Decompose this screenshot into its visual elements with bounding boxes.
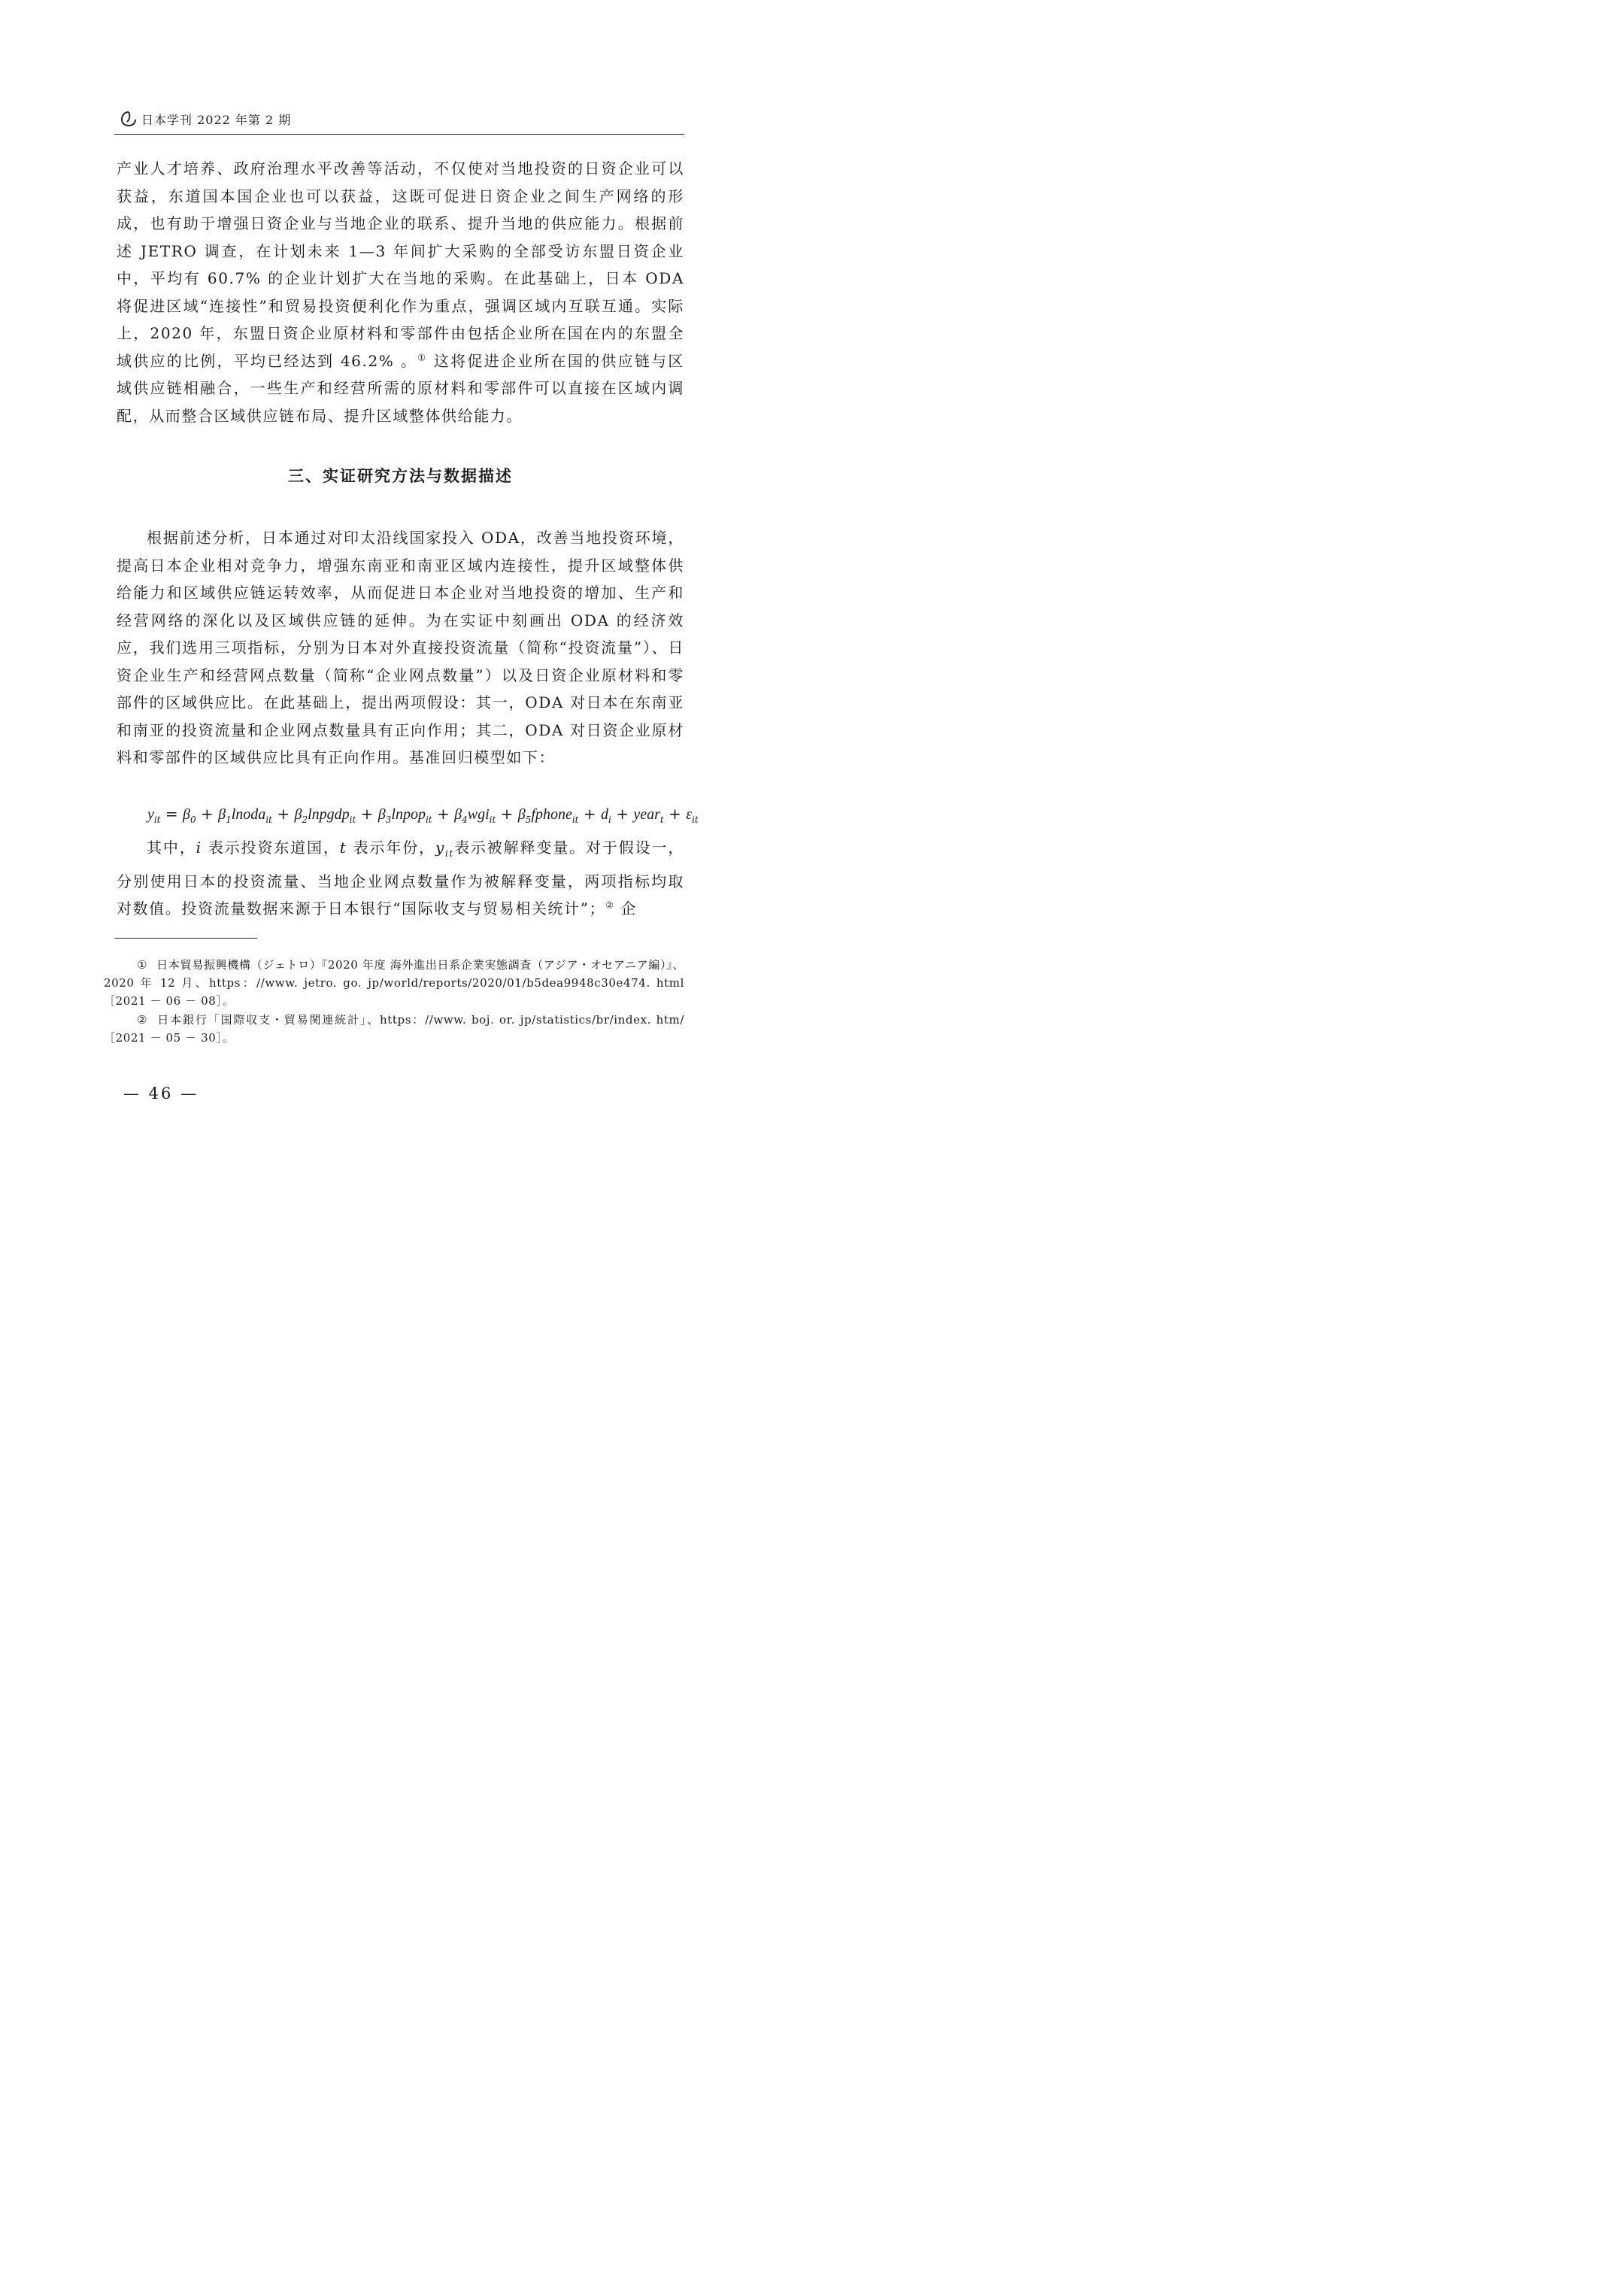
p1-text: 产业人才培养、政府治理水平改善等活动，不仅使对当地投资的日资企业可以获益，东道国本国企业也可以获益，这既可促进日资企业之间生产网络的形成，也有助于增强日资企业与当地企业的联系、提升当地的供应能力。根据前述 JETRO 调查，在计划未来 1—3 年间扩大采购的全部受访东盟日资企业中，平均有 60.7% 的企业计划扩大在当地的采购。在此基础上，日本 ODA 将促进区域“连接性”和贸易投资便利化作为重点，强调区域内互联互通。实际上，2020 年，东盟日资企业原材料和零部件由包括企业所在国在内的东盟全域供应的比例，平均已经达到 46.2% 。 — [117, 159, 684, 370]
journal-title: 日本学刊 2022 年第 2 期 — [141, 112, 292, 127]
formula-plus: + — [201, 805, 219, 823]
formula-b4-sub: 4 — [462, 814, 468, 825]
formula-plus: + — [583, 805, 601, 823]
p3-var-y-sub: it — [444, 848, 454, 859]
footnote-ref-2[interactable]: ② — [605, 899, 615, 911]
footnote-text: 日本銀行「国際収支・貿易関連統計」、https：//www. boj. or. jp/statistics/br/index. htm/［2021 － 05 － 30］。 — [104, 1013, 684, 1045]
formula-fphone: fphone — [531, 806, 572, 823]
formula-lnpop: lnpop — [391, 806, 426, 823]
formula-b1: β — [218, 806, 226, 823]
formula-lnpgdp: lnpgdp — [308, 806, 350, 823]
formula-plus: + — [277, 805, 295, 823]
formula-epsilon-sub: it — [692, 814, 699, 825]
p3-part: 表示年份， — [347, 839, 436, 857]
page-number: — 46 — — [123, 1084, 199, 1103]
formula-eq: = — [165, 805, 183, 823]
formula-b3: β — [377, 806, 386, 823]
formula-b5-sub: 5 — [525, 814, 532, 825]
regression-formula — [147, 805, 699, 825]
formula-plus: + — [360, 805, 378, 823]
formula-epsilon: ε — [686, 806, 693, 823]
formula-wgi: wgi — [467, 806, 490, 823]
footnote-number: ② — [137, 1013, 149, 1027]
footnote-divider — [114, 938, 257, 939]
formula-b4: β — [454, 806, 462, 823]
p3-part: 表示投资东道国， — [202, 839, 340, 857]
formula-lnpop-sub: it — [425, 814, 432, 825]
header-divider — [114, 134, 684, 135]
p3-var-t: t — [339, 839, 347, 857]
formula-plus: + — [437, 805, 455, 823]
formula-year: year — [633, 806, 660, 823]
body-paragraph-1 — [117, 155, 684, 429]
formula-d-sub: i — [608, 814, 611, 825]
formula-b3-sub: 3 — [385, 814, 392, 825]
formula-plus: + — [500, 805, 518, 823]
formula-b2: β — [294, 806, 302, 823]
formula-year-sub: t — [659, 814, 664, 825]
p3-part: 表示被解释变量。对于假设一，分别使用日本的投资流量、当地企业网点数量作为被解释变量，两项指标均取对数值。投资流量数据来源于日本银行“国际收支与贸易相关统计”； — [117, 839, 684, 917]
footnote-2 — [104, 1011, 684, 1047]
p3-part: 企 — [614, 899, 637, 917]
formula-lnpgdp-sub: it — [349, 814, 356, 825]
section-heading: 三、实证研究方法与数据描述 — [288, 467, 513, 485]
p3-var-i: i — [196, 839, 202, 857]
formula-lnoda: lnoda — [231, 806, 266, 823]
formula-b0-sub: 0 — [190, 814, 196, 825]
p3-part: 其中， — [147, 839, 196, 857]
formula-lnoda-sub: it — [265, 814, 272, 825]
footnote-text: 日本貿易振興機構（ジェトロ）『2020 年度 海外進出日系企業実態調査（アジア・オセアニア編）』、2020 年 12 月、https：//www. jetro. go. jp/world/reports/2020/01/b5dea9948c30e474. html［2021 － 06 － 08］。 — [104, 958, 684, 1008]
formula-y-sub: it — [153, 814, 161, 825]
p3-var-y: y — [435, 839, 445, 857]
formula-wgi-sub: it — [489, 814, 496, 825]
footnote-1 — [104, 956, 684, 1010]
formula-b2-sub: 2 — [302, 814, 308, 825]
formula-d: d — [601, 806, 608, 823]
formula-y: y — [147, 806, 154, 823]
formula-b0: β — [183, 806, 191, 823]
formula-plus: + — [616, 805, 634, 823]
footnote-number: ① — [137, 958, 148, 972]
formula-b5: β — [517, 806, 526, 823]
formula-b1-sub: 1 — [226, 814, 232, 825]
journal-logo-icon — [120, 111, 137, 127]
running-header — [120, 108, 291, 130]
formula-plus: + — [669, 805, 687, 823]
p1-tail: 这将促进企业所在国的供应链与区域供应链相融合，一些生产和经营所需的原材料和零部件可以直接在区域内调配，从而整合区域供应链布局、提升区域整体供给能力。 — [117, 351, 684, 425]
body-paragraph-3 — [117, 834, 684, 923]
body-paragraph-2: 根据前述分析，日本通过对印太沿线国家投入 ODA，改善当地投资环境，提高日本企业相对竞争力，增强东南亚和南亚区域内连接性，提升区域整体供给能力和区域供应链运转效率，从而促进日本企业对当地投资的增加、生产和经营网络的深化以及区域供应链的延伸。为在实证中刻画出 ODA 的经济效应，我们选用三项指标，分别为日本对外直接投资流量（简称“投资流量”）、日资企业生产和经营网点数量（简称“企业网点数量”）以及日资企业原材料和零部件的区域供应比。在此基础上，提出两项假设：其一，ODA 对日本在东南亚和南亚的投资流量和企业网点数量具有正向作用；其二，ODA 对日资企业原材料和零部件的区域供应比具有正向作用。基准回归模型如下： — [117, 529, 684, 766]
formula-fphone-sub: it — [572, 814, 579, 825]
footnote-ref-1[interactable]: ① — [417, 351, 428, 362]
